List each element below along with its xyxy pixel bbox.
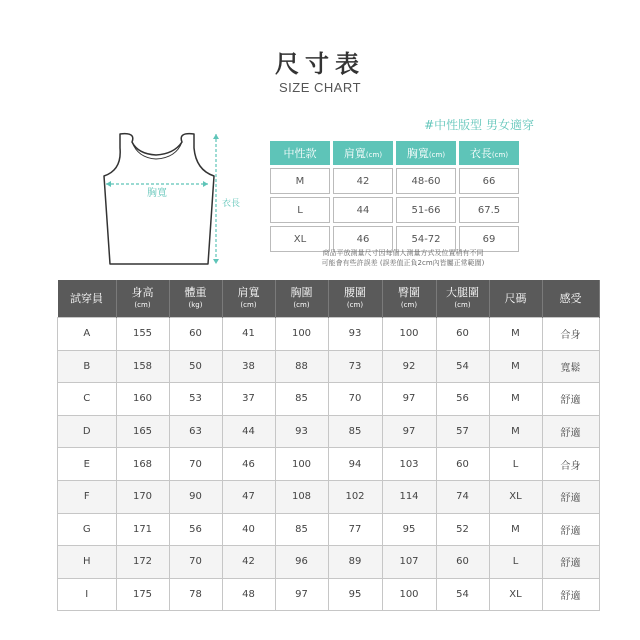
tester-cell: 54 — [436, 350, 489, 383]
note-line: 可能會有些許誤差 (誤差值正負2cm內皆屬正常範圍) — [321, 259, 485, 267]
tester-cell: 舒適 — [542, 383, 599, 416]
tester-cell: 53 — [169, 383, 222, 416]
tester-col-header: 試穿員 — [58, 280, 117, 318]
tester-table — [57, 280, 600, 611]
tester-col-header: 臀圍 (cm) — [382, 280, 436, 318]
tester-cell: 37 — [222, 383, 275, 416]
tester-cell: 100 — [382, 318, 436, 351]
tester-row — [58, 513, 600, 546]
tester-cell: 88 — [275, 350, 328, 383]
tester-cell: E — [58, 448, 117, 481]
tester-cell: 85 — [328, 415, 382, 448]
tester-cell: D — [58, 415, 117, 448]
tester-cell: L — [489, 546, 542, 579]
tester-cell: 70 — [169, 448, 222, 481]
tester-row — [58, 448, 600, 481]
tester-row — [58, 383, 600, 416]
tester-cell: 90 — [169, 480, 222, 513]
size-cell: 46 — [333, 226, 393, 252]
tester-row — [58, 480, 600, 513]
tester-cell: 42 — [222, 546, 275, 579]
tester-cell: 107 — [382, 546, 436, 579]
tester-cell: 舒適 — [542, 415, 599, 448]
size-cell: L — [270, 197, 330, 223]
tester-cell: 73 — [328, 350, 382, 383]
tester-cell: 74 — [436, 480, 489, 513]
tester-cell: 舒適 — [542, 513, 599, 546]
tester-row — [58, 350, 600, 383]
size-cell: 42 — [333, 168, 393, 194]
tester-cell: 60 — [436, 448, 489, 481]
note-line: 商品平放測量尺寸因每個人測量方式及位置稍有不同 — [322, 249, 484, 257]
tester-cell: 85 — [275, 383, 328, 416]
tester-cell: 100 — [275, 318, 328, 351]
tester-cell: 38 — [222, 350, 275, 383]
tester-cell: 103 — [382, 448, 436, 481]
tester-cell: 97 — [382, 383, 436, 416]
tester-cell: 97 — [382, 415, 436, 448]
size-cell: 54-72 — [396, 226, 456, 252]
tester-cell: 56 — [169, 513, 222, 546]
tester-col-header: 身高 (cm) — [116, 280, 169, 318]
tester-col-header: 胸圍 (cm) — [275, 280, 328, 318]
page-title: 尺寸表 — [275, 50, 365, 78]
tester-cell: 舒適 — [542, 546, 599, 579]
tester-col-header: 尺碼 — [489, 280, 542, 318]
tester-cell: 48 — [222, 578, 275, 611]
tester-cell: 102 — [328, 480, 382, 513]
tester-cell: 89 — [328, 546, 382, 579]
tester-col-header: 感受 — [542, 280, 599, 318]
tester-cell: 94 — [328, 448, 382, 481]
size-cell: 51-66 — [396, 197, 456, 223]
tester-col-header: 體重 (kg) — [169, 280, 222, 318]
tester-cell: 寬鬆 — [542, 350, 599, 383]
length-label: 衣長 — [222, 199, 241, 209]
tester-cell: 70 — [169, 546, 222, 579]
tester-cell: L — [489, 448, 542, 481]
tester-cell: 170 — [116, 480, 169, 513]
size-row — [270, 168, 519, 194]
length-arrow-bottom — [213, 259, 219, 264]
tester-cell: 41 — [222, 318, 275, 351]
tester-cell: F — [58, 480, 117, 513]
tester-cell: G — [58, 513, 117, 546]
tester-cell: 78 — [169, 578, 222, 611]
tester-cell: 168 — [116, 448, 169, 481]
size-cell: M — [270, 168, 330, 194]
tester-row — [58, 546, 600, 579]
tester-cell: M — [489, 513, 542, 546]
tester-cell: 60 — [436, 546, 489, 579]
chest-label: 胸寬 — [147, 188, 167, 199]
tester-cell: 165 — [116, 415, 169, 448]
tester-cell: M — [489, 318, 542, 351]
tester-cell: XL — [489, 578, 542, 611]
tester-cell: 158 — [116, 350, 169, 383]
tester-cell: 47 — [222, 480, 275, 513]
tester-cell: 合身 — [542, 318, 599, 351]
tester-row — [58, 415, 600, 448]
tester-cell: 舒適 — [542, 578, 599, 611]
tester-cell: H — [58, 546, 117, 579]
tester-cell: 77 — [328, 513, 382, 546]
size-table-header — [270, 141, 519, 165]
col-shoulder: 肩寬(cm) — [333, 141, 393, 165]
tester-cell: 96 — [275, 546, 328, 579]
size-cell: 48-60 — [396, 168, 456, 194]
tester-cell: 70 — [328, 383, 382, 416]
tester-cell: A — [58, 318, 117, 351]
tester-cell: 50 — [169, 350, 222, 383]
tester-cell: 46 — [222, 448, 275, 481]
tester-cell: 63 — [169, 415, 222, 448]
size-cell: 67.5 — [459, 197, 519, 223]
size-cell: XL — [270, 226, 330, 252]
tester-cell: 93 — [328, 318, 382, 351]
tester-cell: 95 — [328, 578, 382, 611]
tester-cell: 100 — [275, 448, 328, 481]
size-cell: 44 — [333, 197, 393, 223]
tester-cell: 85 — [275, 513, 328, 546]
col-style: 中性款 — [270, 141, 330, 165]
col-chest: 胸寬(cm) — [396, 141, 456, 165]
tester-cell: 92 — [382, 350, 436, 383]
tester-cell: 175 — [116, 578, 169, 611]
tester-row — [58, 318, 600, 351]
tester-cell: C — [58, 383, 117, 416]
size-cell: 66 — [459, 168, 519, 194]
tester-cell: 95 — [382, 513, 436, 546]
tank-top-illustration — [90, 128, 260, 268]
measurement-note — [270, 248, 536, 268]
tester-cell: 40 — [222, 513, 275, 546]
tester-cell: M — [489, 415, 542, 448]
size-table — [267, 138, 522, 255]
tester-cell: 108 — [275, 480, 328, 513]
tester-cell: 60 — [436, 318, 489, 351]
tester-cell: 舒適 — [542, 480, 599, 513]
tester-cell: 160 — [116, 383, 169, 416]
tester-cell: 57 — [436, 415, 489, 448]
tester-cell: 155 — [116, 318, 169, 351]
tester-cell: I — [58, 578, 117, 611]
tester-cell: XL — [489, 480, 542, 513]
tester-col-header: 肩寬 (cm) — [222, 280, 275, 318]
tester-cell: 56 — [436, 383, 489, 416]
tester-cell: 93 — [275, 415, 328, 448]
tester-cell: 171 — [116, 513, 169, 546]
tester-cell: 54 — [436, 578, 489, 611]
tester-cell: B — [58, 350, 117, 383]
tester-cell: 97 — [275, 578, 328, 611]
size-cell: 69 — [459, 226, 519, 252]
tester-cell: M — [489, 383, 542, 416]
tester-col-header: 腰圍 (cm) — [328, 280, 382, 318]
tester-cell: 114 — [382, 480, 436, 513]
tester-cell: 合身 — [542, 448, 599, 481]
tester-table-header — [58, 280, 600, 318]
tester-cell: 44 — [222, 415, 275, 448]
tester-cell: 172 — [116, 546, 169, 579]
tester-cell: 60 — [169, 318, 222, 351]
tester-cell: M — [489, 350, 542, 383]
tester-cell: 52 — [436, 513, 489, 546]
length-arrow-top — [213, 134, 219, 139]
tester-row — [58, 578, 600, 611]
col-length: 衣長(cm) — [459, 141, 519, 165]
size-row — [270, 197, 519, 223]
page-subtitle: SIZE CHART — [278, 80, 362, 95]
tester-col-header: 大腿圍 (cm) — [436, 280, 489, 318]
tester-cell: 100 — [382, 578, 436, 611]
unisex-tag: #中性版型 男女適穿 — [424, 118, 534, 132]
